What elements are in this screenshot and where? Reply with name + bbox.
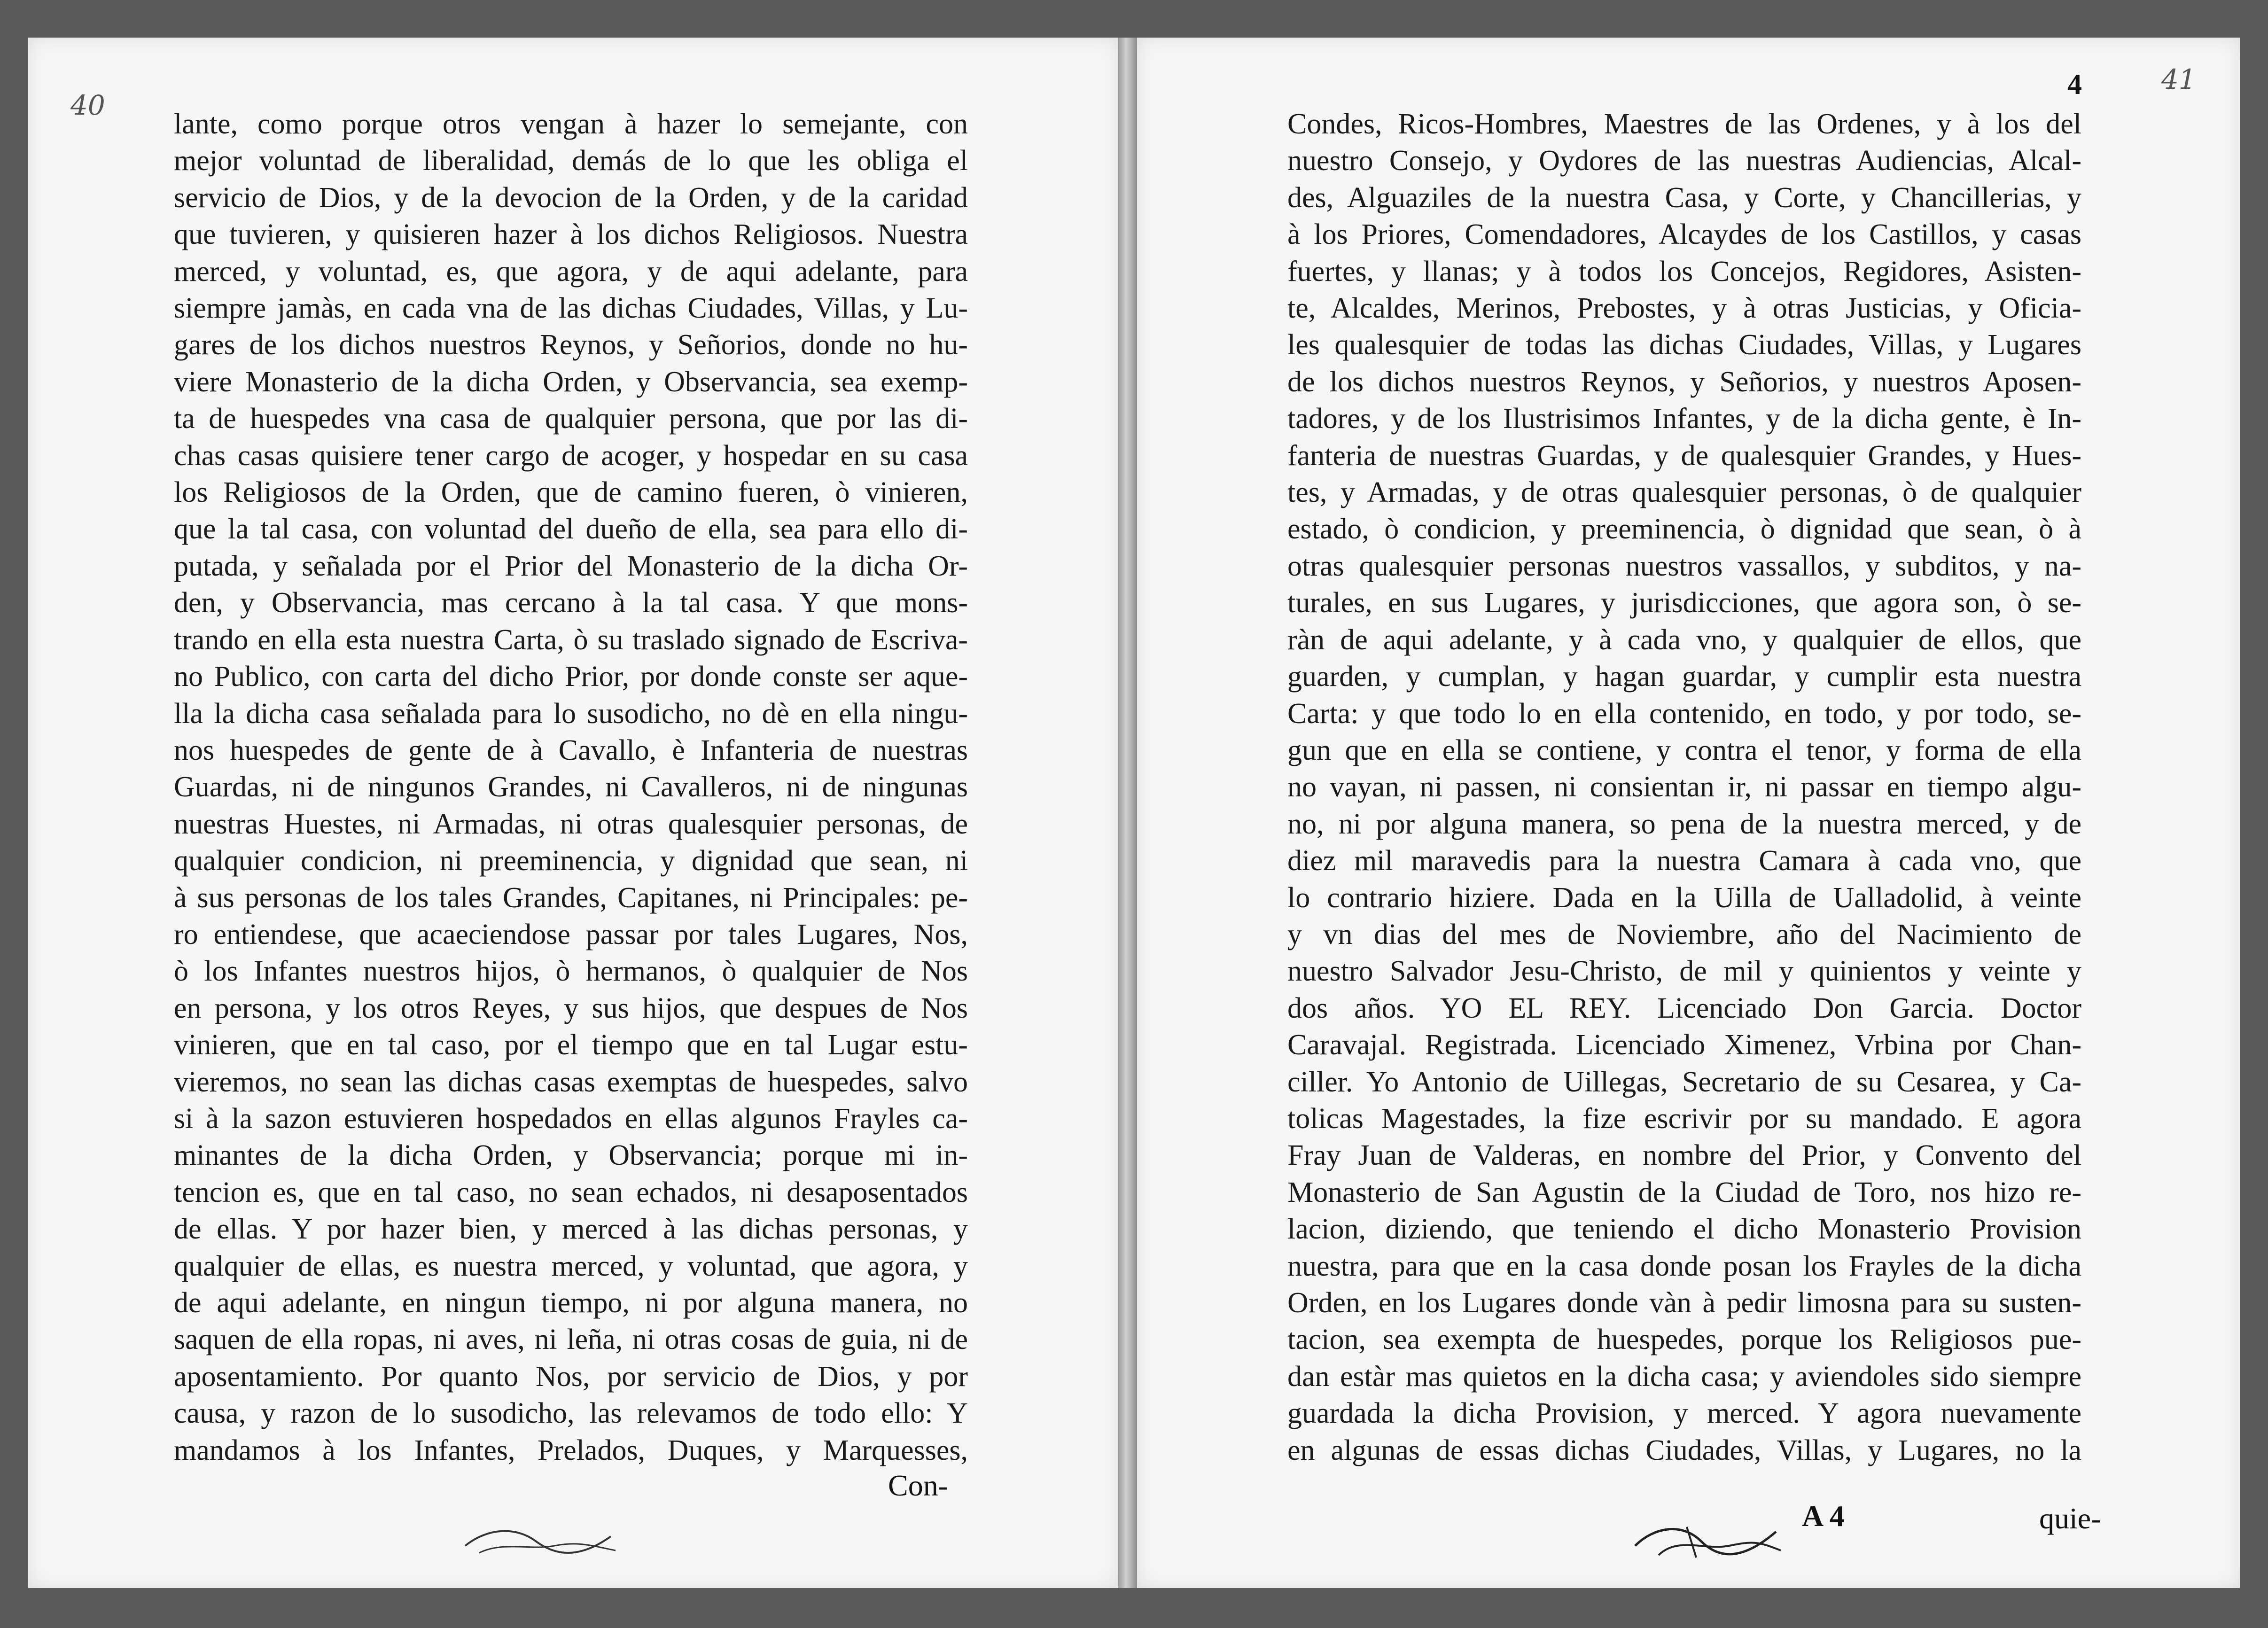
left-page-line: trando en ella esta nuestra Carta, ò su traslado signado de Escriva- <box>174 623 968 656</box>
right-page-line: Caravajal. Registrada. Licenciado Ximenez, Vrbina por Chan- <box>1287 1029 2081 1061</box>
left-page-line: chas casas quisiere tener cargo de acoger, y hospedar en su casa <box>174 439 968 472</box>
right-page-line: no vayan, ni passen, ni consientan ir, ni passar en tiempo algu- <box>1287 771 2081 803</box>
right-page-line: dan estàr mas quietos en la dicha casa; y aviendoles sido siempre <box>1287 1360 2081 1393</box>
left-page-line: putada, y señalada por el Prior del Monasterio de la dicha Or- <box>174 550 968 582</box>
right-page-line: tadores, y de los Ilustrisimos Infantes, y de la dicha gente, è In- <box>1287 403 2081 435</box>
right-page-line: y vn dias del mes de Noviembre, año del Nacimiento de <box>1287 918 2081 950</box>
right-page-line: Orden, en los Lugares donde vàn à pedir limosna para su susten- <box>1287 1287 2081 1319</box>
left-page-line: viere Monasterio de la dicha Orden, y Observancia, sea exemp- <box>174 366 968 398</box>
right-page-line: Carta: y que todo lo en ella contenido, en todo, y por todo, se- <box>1287 697 2081 730</box>
left-page-line: gares de los dichos nuestros Reynos, y Señorios, donde no hu- <box>174 329 968 361</box>
handwritten-rubric-right <box>1630 1513 1785 1565</box>
left-page-line: minantes de la dicha Orden, y Observancia; porque mi in- <box>174 1139 968 1172</box>
right-page-line: fuertes, y llanas; y à todos los Concejos, Regidores, Asisten- <box>1287 255 2081 288</box>
right-page-line: tolicas Magestades, la fize escrivir por su mandado. E agora <box>1287 1102 2081 1135</box>
right-page-line: guarden, y cumplan, y hagan guardar, y cumplir esta nuestra <box>1287 661 2081 693</box>
left-page-line: tencion es, que en tal caso, no sean echados, ni desaposentados <box>174 1176 968 1208</box>
left-page-line: lante, como porque otros vengan à hazer lo semejante, con <box>174 108 968 140</box>
right-page-line: à los Priores, Comendadores, Alcaydes de los Castillos, y casas <box>1287 218 2081 251</box>
left-page-line: mandamos à los Infantes, Prelados, Duques, y Marquesses, <box>174 1434 968 1466</box>
right-page-line: des, Alguaziles de la nuestra Casa, y Corte, y Chancillerias, y <box>1287 181 2081 214</box>
right-page-line: Monasterio de San Agustin de la Ciudad de Toro, nos hizo re- <box>1287 1176 2081 1208</box>
left-page-line: nos huespedes de gente de à Cavallo, è Infanteria de nuestras <box>174 734 968 766</box>
left-page-line: lla la dicha casa señalada para lo susodicho, no dè en ella ningu- <box>174 697 968 730</box>
right-page-line: guardada la dicha Provision, y merced. Y agora nuevamente <box>1287 1397 2081 1430</box>
left-page-line: de ellas. Y por hazer bien, y merced à las dichas personas, y <box>174 1213 968 1246</box>
left-page-line: los Religiosos de la Orden, que de camino fueren, ò vinieren, <box>174 476 968 509</box>
right-page-line: Condes, Ricos-Hombres, Maestres de las Ordenes, y à los del <box>1287 108 2081 140</box>
left-margin-folio: 40 <box>70 89 105 121</box>
right-page-line: tacion, sea exempta de huespedes, porque los Religiosos pue- <box>1287 1324 2081 1356</box>
left-page-line: ta de huespedes vna casa de qualquier persona, que por las di- <box>174 403 968 435</box>
left-page-line: en persona, y los otros Reyes, y sus hijos, que despues de Nos <box>174 992 968 1024</box>
right-page-line: no, ni por alguna manera, so pena de la nuestra merced, y de <box>1287 808 2081 840</box>
right-page-line: en algunas de essas dichas Ciudades, Villas, y Lugares, no la <box>1287 1434 2081 1466</box>
left-page-line: saquen de ella ropas, ni aves, ni leña, ni otras cosas de guia, ni de <box>174 1324 968 1356</box>
right-page-line: te, Alcaldes, Merinos, Prebostes, y à otras Justicias, y Oficia- <box>1287 292 2081 325</box>
left-page-line: qualquier de ellas, es nuestra merced, y voluntad, que agora, y <box>174 1250 968 1282</box>
left-page-line: siempre jamàs, en cada vna de las dichas Ciudades, Villas, y Lu- <box>174 292 968 325</box>
left-page-line: den, y Observancia, mas cercano à la tal casa. Y que mons- <box>174 587 968 619</box>
left-page-line: vinieren, que en tal caso, por el tiempo que en tal Lugar estu- <box>174 1029 968 1061</box>
signature-mark: A 4 <box>1802 1499 1845 1533</box>
right-page-line: diez mil maravedis para la nuestra Camara à cada vno, que <box>1287 845 2081 877</box>
right-page-line: les qualesquier de todas las dichas Ciudades, Villas, y Lugares <box>1287 329 2081 361</box>
right-page-line: turales, en sus Lugares, y jurisdicciones, que agora son, ò se- <box>1287 587 2081 619</box>
left-page-line: merced, y voluntad, es, que agora, y de aqui adelante, para <box>174 255 968 288</box>
left-page-line: si à la sazon estuvieren hospedados en ellas algunos Frayles ca- <box>174 1102 968 1135</box>
left-page-line: que la tal casa, con voluntad del dueño de ella, sea para ello di- <box>174 513 968 545</box>
right-page-line: lacion, diziendo, que teniendo el dicho Monasterio Provision <box>1287 1213 2081 1246</box>
left-page-line: nuestras Huestes, ni Armadas, ni otras qualesquier personas, de <box>174 808 968 840</box>
page-number: 4 <box>2067 69 2082 101</box>
right-page-line: de los dichos nuestros Reynos, y Señorios, y nuestros Aposen- <box>1287 366 2081 398</box>
right-page-line: tes, y Armadas, y de otras qualesquier personas, ò de qualquier <box>1287 476 2081 509</box>
left-page-line: Guardas, ni de ningunos Grandes, ni Cavalleros, ni de ningunas <box>174 771 968 803</box>
left-page-line: no Publico, con carta del dicho Prior, por donde conste ser aque- <box>174 661 968 693</box>
right-catchword: quie- <box>2039 1502 2101 1535</box>
book-gutter <box>1118 38 1137 1588</box>
left-page-line: que tuvieren, y quisieren hazer à los dichos Religiosos. Nuestra <box>174 218 968 251</box>
right-page-line: nuestra, para que en la casa donde posan los Frayles de la dicha <box>1287 1250 2081 1282</box>
left-page-line: ro entiendese, que acaeciendose passar por tales Lugares, Nos, <box>174 918 968 950</box>
left-page-line: ò los Infantes nuestros hijos, ò hermanos, ò qualquier de Nos <box>174 955 968 988</box>
right-page-line: fanteria de nuestras Guardas, y de qualesquier Grandes, y Hues- <box>1287 439 2081 472</box>
left-page-line: servicio de Dios, y de la devocion de la Orden, y de la caridad <box>174 181 968 214</box>
right-page-line: Fray Juan de Valderas, en nombre del Prior, y Convento del <box>1287 1139 2081 1172</box>
left-page-line: causa, y razon de lo susodicho, las relevamos de todo ello: Y <box>174 1397 968 1430</box>
handwritten-rubric-left <box>460 1518 620 1565</box>
right-page-line: ràn de aqui adelante, y à cada vno, y qualquier de ellos, que <box>1287 623 2081 656</box>
left-page-line: mejor voluntad de liberalidad, demás de lo que les obliga el <box>174 145 968 177</box>
left-page-line: aposentamiento. Por quanto Nos, por servicio de Dios, y por <box>174 1360 968 1393</box>
left-page-text <box>174 106 968 1469</box>
left-page-line: vieremos, no sean las dichas casas exemptas de huespedes, salvo <box>174 1066 968 1098</box>
right-page-line: estado, ò condicion, y preeminencia, ò dignidad que sean, ò à <box>1287 513 2081 545</box>
right-page-line: lo contrario hiziere. Dada en la Uilla de Ualladolid, à veinte <box>1287 881 2081 914</box>
left-catchword: Con- <box>888 1469 948 1502</box>
right-page-line: gun que en ella se contiene, y contra el tenor, y forma de ella <box>1287 734 2081 766</box>
right-page-line: ciller. Yo Antonio de Uillegas, Secretario de su Cesarea, y Ca- <box>1287 1066 2081 1098</box>
right-margin-folio: 41 <box>2161 63 2196 95</box>
right-page-line: nuestro Salvador Jesu-Christo, de mil y quinientos y veinte y <box>1287 955 2081 988</box>
right-page-line: otras qualesquier personas nuestros vassallos, y subditos, y na- <box>1287 550 2081 582</box>
left-page-line: à sus personas de los tales Grandes, Capitanes, ni Principales: pe- <box>174 881 968 914</box>
left-page-line: de aqui adelante, en ningun tiempo, ni por alguna manera, no <box>174 1287 968 1319</box>
right-page-line: nuestro Consejo, y Oydores de las nuestras Audiencias, Alcal- <box>1287 145 2081 177</box>
right-page-line: dos años. YO EL REY. Licenciado Don Garcia. Doctor <box>1287 992 2081 1024</box>
right-page-text <box>1287 106 2081 1469</box>
left-page-line: qualquier condicion, ni preeminencia, y dignidad que sean, ni <box>174 845 968 877</box>
